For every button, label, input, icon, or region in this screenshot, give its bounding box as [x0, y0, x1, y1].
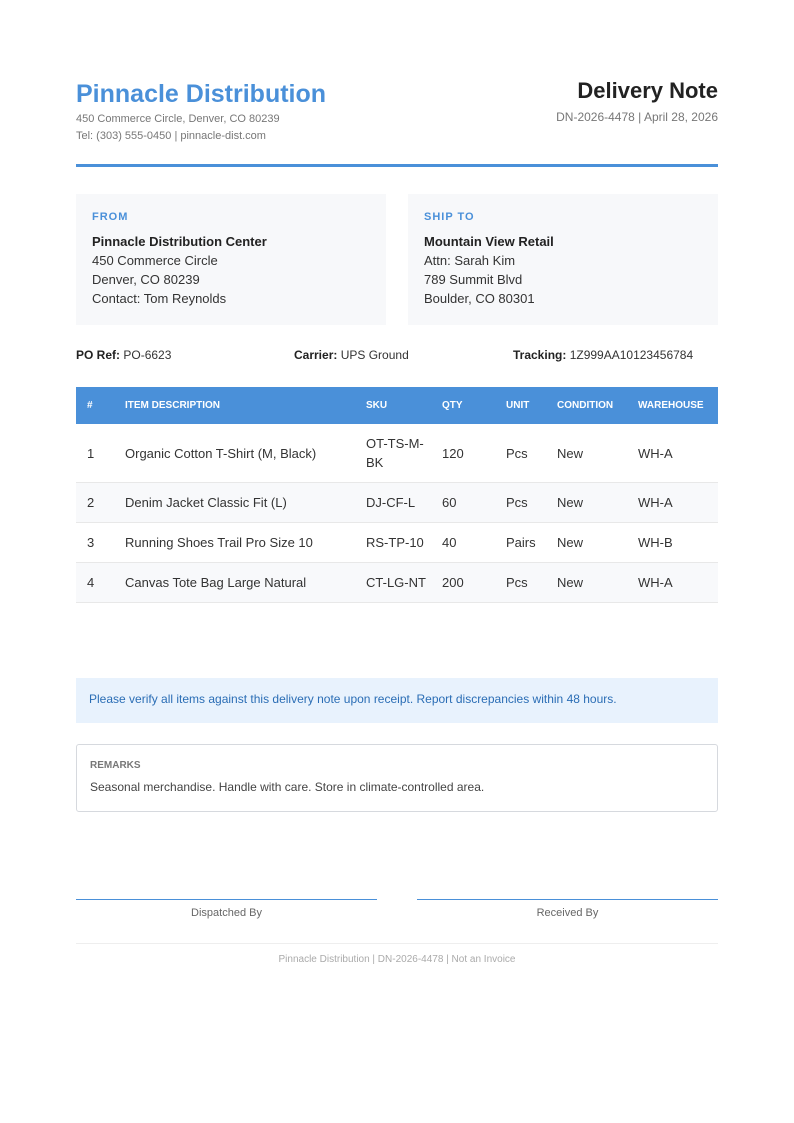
- column-header-sku: SKU: [355, 387, 431, 424]
- po-reference: [76, 348, 171, 362]
- item-sku: RS-TP-10: [355, 523, 431, 563]
- item-qty: 40: [431, 523, 495, 563]
- item-unit: Pcs: [495, 483, 546, 523]
- verification-notice: Please verify all items against this delivery note upon receipt. Report discrepancies within 48 hours.: [76, 678, 718, 723]
- column-header-warehouse: WAREHOUSE: [627, 387, 718, 424]
- company-contact: Tel: (303) 555-0450 | pinnacle-dist.com: [76, 130, 266, 142]
- table-header-row: [76, 387, 718, 424]
- from-street: 450 Commerce Circle: [92, 253, 218, 268]
- item-condition: New: [546, 483, 627, 523]
- item-qty: 200: [431, 563, 495, 603]
- column-header-unit: UNIT: [495, 387, 546, 424]
- company-name: Pinnacle Distribution: [76, 80, 327, 108]
- item-sku: DJ-CF-L: [355, 483, 431, 523]
- carrier-reference: [294, 348, 409, 362]
- item-sku: OT-TS-M-BK: [355, 424, 431, 483]
- received-by-signature: Received By: [417, 899, 718, 919]
- item-sku: CT-LG-NT: [355, 563, 431, 603]
- tracking-label: Tracking:: [513, 348, 567, 362]
- item-description: Organic Cotton T-Shirt (M, Black): [114, 424, 355, 483]
- reference-row: [76, 348, 718, 364]
- table-row: [76, 483, 718, 523]
- row-number: 4: [76, 563, 114, 603]
- column-header-number: #: [76, 387, 114, 424]
- item-unit: Pcs: [495, 424, 546, 483]
- item-condition: New: [546, 563, 627, 603]
- from-name: Pinnacle Distribution Center: [92, 234, 267, 249]
- item-qty: 60: [431, 483, 495, 523]
- item-warehouse: WH-B: [627, 523, 718, 563]
- item-condition: New: [546, 523, 627, 563]
- ship-to-city: Boulder, CO 80301: [424, 291, 535, 306]
- ship-to-attn: Attn: Sarah Kim: [424, 253, 516, 268]
- from-label: FROM: [92, 211, 129, 223]
- ship-to-street: 789 Summit Blvd: [424, 272, 523, 287]
- ship-to-label: SHIP TO: [424, 211, 475, 223]
- item-qty: 120: [431, 424, 495, 483]
- tracking-value: 1Z999AA10123456784: [569, 348, 694, 362]
- item-warehouse: WH-A: [627, 563, 718, 603]
- carrier-label: Carrier:: [294, 348, 338, 362]
- company-address: 450 Commerce Circle, Denver, CO 80239: [76, 113, 280, 125]
- document-number-date: DN-2026-4478 | April 28, 2026: [556, 110, 718, 124]
- from-address-box: [76, 194, 386, 325]
- row-number: 3: [76, 523, 114, 563]
- document-title: Delivery Note: [577, 78, 718, 103]
- item-warehouse: WH-A: [627, 424, 718, 483]
- column-header-qty: QTY: [431, 387, 495, 424]
- item-condition: New: [546, 424, 627, 483]
- item-description: Denim Jacket Classic Fit (L): [114, 483, 355, 523]
- table-row: [76, 563, 718, 603]
- item-unit: Pcs: [495, 563, 546, 603]
- row-number: 2: [76, 483, 114, 523]
- ship-to-address-box: [408, 194, 718, 325]
- table-row: [76, 424, 718, 483]
- item-unit: Pairs: [495, 523, 546, 563]
- item-description: Canvas Tote Bag Large Natural: [114, 563, 355, 603]
- carrier-value: UPS Ground: [340, 348, 409, 362]
- column-header-condition: CONDITION: [546, 387, 627, 424]
- remarks-box: [76, 744, 718, 812]
- from-contact: Contact: Tom Reynolds: [92, 291, 227, 306]
- from-city: Denver, CO 80239: [92, 272, 200, 287]
- item-description: Running Shoes Trail Pro Size 10: [114, 523, 355, 563]
- remarks-label: REMARKS: [90, 760, 141, 771]
- po-ref-label: PO Ref:: [76, 348, 121, 362]
- column-header-description: ITEM DESCRIPTION: [114, 387, 355, 424]
- ship-to-name: Mountain View Retail: [424, 234, 554, 249]
- po-ref-value: PO-6623: [123, 348, 172, 362]
- row-number: 1: [76, 424, 114, 483]
- dispatched-by-signature: Dispatched By: [76, 899, 377, 919]
- table-row: [76, 523, 718, 563]
- document-header: [76, 78, 718, 167]
- items-table: [76, 387, 718, 603]
- item-warehouse: WH-A: [627, 483, 718, 523]
- tracking-reference: [513, 348, 693, 362]
- remarks-text: Seasonal merchandise. Handle with care. Store in climate-controlled area.: [90, 780, 485, 794]
- page-footer: Pinnacle Distribution | DN-2026-4478 | Not an Invoice: [76, 943, 718, 965]
